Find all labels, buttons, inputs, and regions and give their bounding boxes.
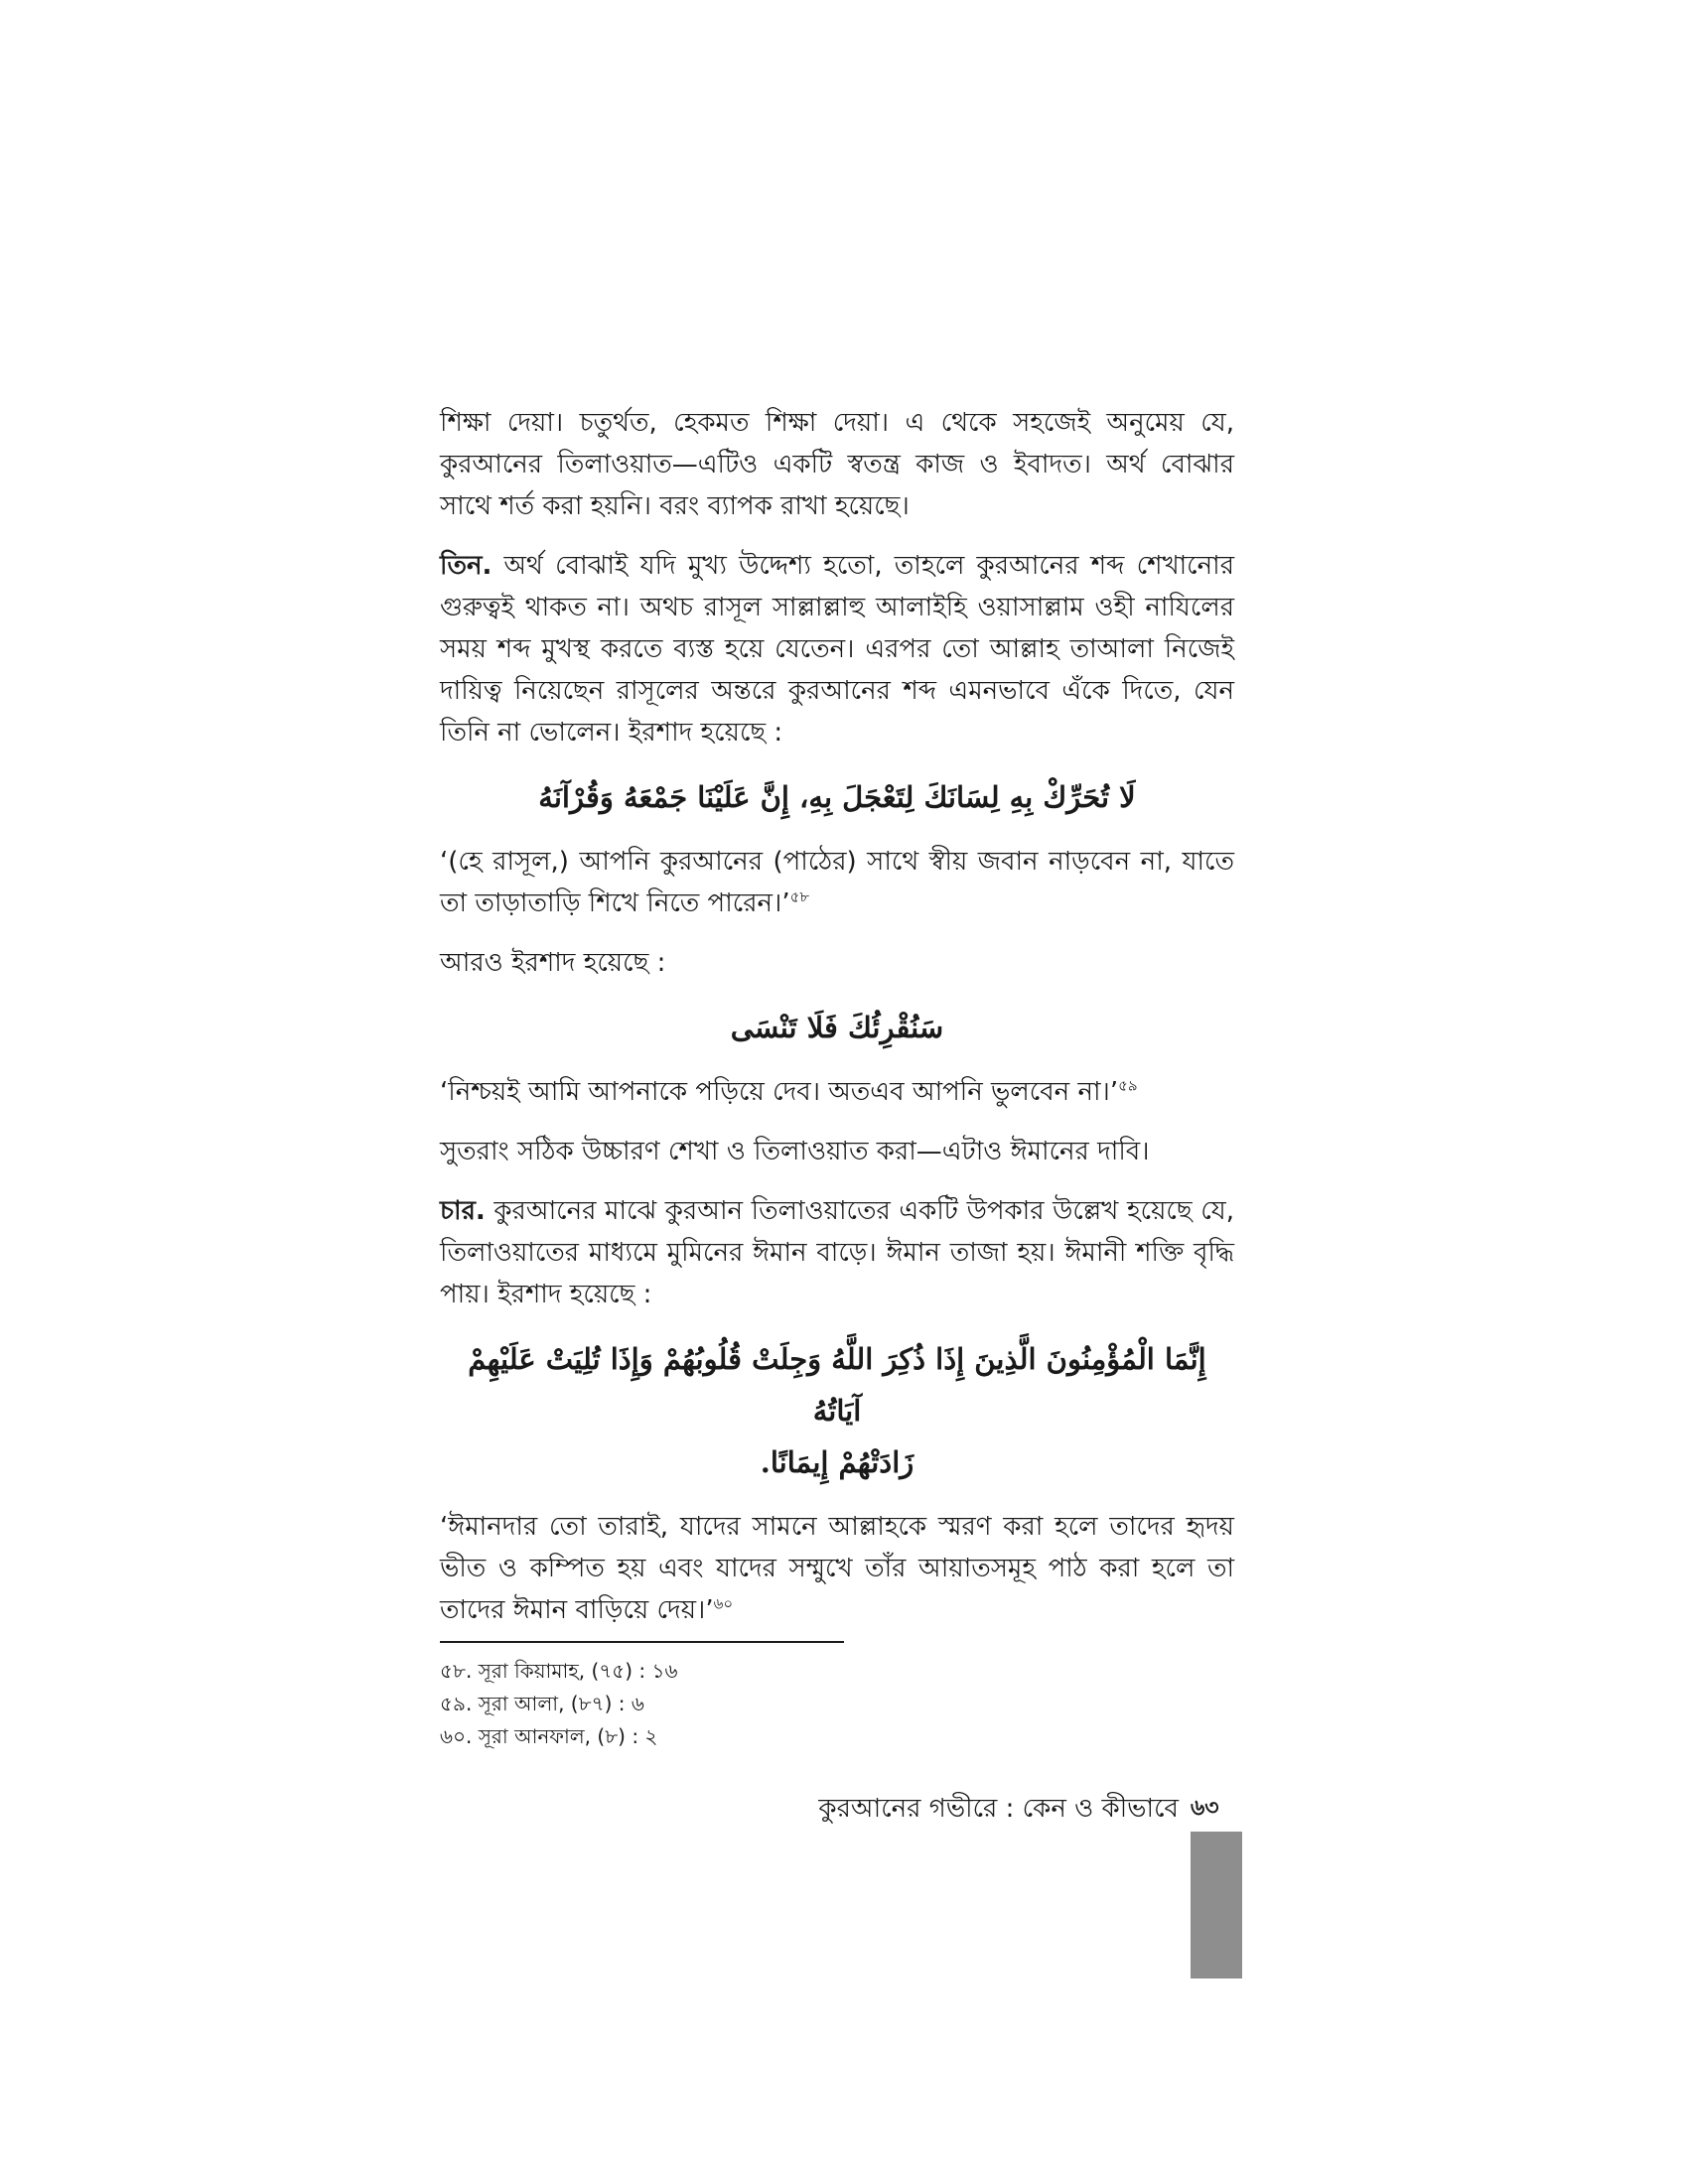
translation-3-text: ‘ঈমানদার তো তারাই, যাদের সামনে আল্লাহকে স্মরণ করা হলে তাদের হৃদয় ভীত ও কম্পিত হয় এবং যাদের সম্মুখে তাঁর আয়াতসমূহ পাঠ করা হলে তা তাদের ঈমান বাড়িয়ে দেয়।’ [440, 1512, 1234, 1625]
footnote-divider [440, 1641, 844, 1643]
point-three-label: তিন. [440, 551, 492, 581]
thumb-tab [1191, 1832, 1242, 1979]
paragraph-7-text: কুরআনের মাঝে কুরআন তিলাওয়াতের একটি উপকার উল্লেখ হয়েছে যে, তিলাওয়াতের মাধ্যমে মুমিনের ঈমান বাড়ে। ঈমান তাজা হয়। ঈমানী শক্তি বৃদ্ধি পায়। ইরশাদ হয়েছে : [440, 1196, 1234, 1309]
arabic-verse-3-line-2: زَادَتْهُمْ إِيمَانًا. [760, 1445, 914, 1479]
footnotes [440, 1655, 936, 1753]
paragraph-4: আরও ইরশাদ হয়েছে : [440, 948, 666, 978]
footnote-ref-58[interactable]: ৫৮ [789, 887, 810, 906]
paragraph-7 [440, 1190, 1234, 1315]
footnote-ref-59[interactable]: ৫৯ [1118, 1076, 1138, 1095]
arabic-verse-1: لَا تُحَرِّكْ بِهِ لِسَانَكَ لِتَعْجَلَ بِهِ، إِنَّ عَلَيْنَا جَمْعَهُ وَقُرْآنَهُ [538, 780, 1136, 814]
paragraph-1: শিক্ষা দেয়া। চতুর্থত, হেকমত শিক্ষা দেয়া। এ থেকে সহজেই অনুমেয় যে, কুরআনের তিলাওয়াত—এটিও একটি স্বতন্ত্র কাজ ও ইবাদত। অর্থ বোঝার সাথে শর্ত করা হয়নি। বরং ব্যাপক রাখা হয়েছে। [440, 408, 1234, 521]
translation-2-text: ‘নিশ্চয়ই আমি আপনাকে পড়িয়ে দেব। অতএব আপনি ভুলবেন না।’ [440, 1077, 1119, 1107]
page-number: ৬৩ [1191, 1796, 1219, 1821]
footnote-60: ৬০. সূরা আনফাল, (৮) : ২ [440, 1724, 658, 1748]
paragraph-2-text: অর্থ বোঝাই যদি মুখ্য উদ্দেশ্য হতো, তাহলে কুরআনের শব্দ শেখানোর গুরুত্বই থাকত না। অথচ রাসূল সাল্লাল্লাহু আলাইহি ওয়াসাল্লাম ওহী নাযিলের সময় শব্দ মুখস্থ করতে ব্যস্ত হয়ে যেতেন। এরপর তো আল্লাহ তাআলা নিজেই দায়িত্ব নিয়েছেন রাসূলের অন্তরে কুরআনের শব্দ এমনভাবে এঁকে দিতে, যেন তিনি না ভোলেন। ইরশাদ হয়েছে : [440, 551, 1234, 748]
translation-3 [440, 1506, 1234, 1631]
arabic-verse-3-line-1: إِنَّمَا الْمُؤْمِنُونَ الَّذِينَ إِذَا ذُكِرَ اللَّهُ وَجِلَتْ قُلُوبُهُمْ وَإِذَا تُلِيَتْ عَلَيْهِمْ آيَاتُهُ [468, 1342, 1206, 1428]
arabic-verse-3 [440, 1333, 1234, 1488]
translation-2 [440, 1071, 1234, 1113]
page-body [440, 402, 1234, 1649]
footnote-ref-60[interactable]: ৬০ [713, 1594, 734, 1613]
arabic-verse-2: سَنُقْرِئُكَ فَلَا تَنْسَى [730, 1011, 944, 1044]
paragraph-6: সুতরাং সঠিক উচ্চারণ শেখা ও তিলাওয়াত করা—এটাও ঈমানের দাবি। [440, 1137, 1150, 1166]
running-head: কুরআনের গভীরে : কেন ও কীভাবে [818, 1794, 1179, 1824]
footnote-58: ৫৮. সূরা কিয়ামাহ, (৭৫) : ১৬ [440, 1659, 678, 1683]
translation-1-text: ‘(হে রাসূল,) আপনি কুরআনের (পাঠের) সাথে স্বীয় জবান নাড়বেন না, যাতে তা তাড়াতাড়ি শিখে নিতে পারেন।’ [440, 847, 1234, 918]
paragraph-2 [440, 545, 1234, 753]
translation-1 [440, 841, 1234, 924]
footnote-59: ৫৯. সূরা আলা, (৮৭) : ৬ [440, 1692, 644, 1715]
point-four-label: চার. [440, 1196, 486, 1226]
